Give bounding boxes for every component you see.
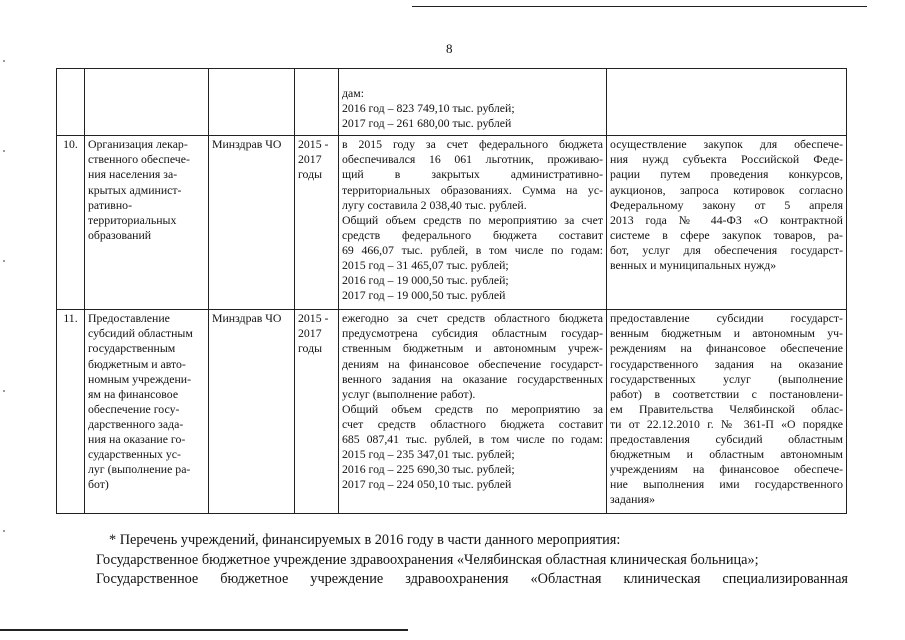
cell-name xyxy=(85,136,209,310)
text-line: ния на оказание го- xyxy=(88,432,186,447)
cell-result xyxy=(607,310,847,514)
cell-funding xyxy=(339,310,607,514)
footnote xyxy=(96,531,848,590)
text-line: Общий объем средств по мероприятию за xyxy=(342,401,603,416)
text-line: в 2015 году за счет федерального бюджета xyxy=(342,137,603,152)
text-line: 2015 год – 235 347,01 тыс. рублей; xyxy=(342,447,515,462)
text-line: венным бюджетным и автономным уч- xyxy=(610,326,843,341)
text-line: щий в закрытых административно- xyxy=(342,167,603,182)
page-number: 8 xyxy=(446,41,453,56)
text-line: 2016 год – 225 690,30 тыс. рублей; xyxy=(342,462,515,477)
table-row-10 xyxy=(57,136,847,310)
text-line: ративно- xyxy=(88,197,133,212)
text-line: дам: xyxy=(342,86,364,100)
cell-period xyxy=(295,310,339,514)
cell-result xyxy=(607,69,847,136)
text-line: 2017 xyxy=(298,326,322,341)
text-line: задания» xyxy=(610,492,656,507)
footnote-line: Государственное бюджетное учреждение здравоохранения «Челябинская областная клиническая больница»; xyxy=(96,551,759,568)
footer-rule xyxy=(0,629,408,631)
text-line: территориальных xyxy=(88,212,177,227)
text-line: государственным xyxy=(88,341,176,356)
text-line: ежегодно за счет средств областного бюджета xyxy=(342,311,603,326)
text-line: ям на финансовое xyxy=(88,386,179,401)
text-line: дениям на финансовое обеспечение государст- xyxy=(342,356,603,371)
text-line: 2015 год – 31 465,07 тыс. рублей; xyxy=(342,258,509,273)
text-line: 685 087,41 тыс. рублей, в том числе по годам: xyxy=(342,432,603,447)
scan-specks xyxy=(3,60,9,560)
cell-period xyxy=(295,136,339,310)
text-line: государственного задания на оказание xyxy=(610,356,843,371)
cell-executor: Минздрав ЧО xyxy=(209,310,295,514)
text-line: 2016 год – 19 000,50 тыс. рублей; xyxy=(342,273,509,288)
text-line: услуг (выполнение работ). xyxy=(342,386,476,401)
text-line: 2017 год – 261 680,00 тыс. рублей xyxy=(342,116,512,131)
text-line: ственного обеспече- xyxy=(88,152,190,167)
text-line: 2017 год – 224 050,10 тыс. рублей xyxy=(342,477,512,492)
text-line: бюджетным и авто- xyxy=(88,356,186,371)
text-line: Предоставление xyxy=(88,311,170,326)
text-line: крытых админист- xyxy=(88,182,182,197)
text-line: ния нужд субъекта Российской Феде- xyxy=(610,152,843,167)
cell-num xyxy=(57,69,85,136)
cell-num: 11. xyxy=(57,310,85,514)
cell-funding xyxy=(339,136,607,310)
cell-num: 10. xyxy=(57,136,85,310)
table-row-11 xyxy=(57,310,847,514)
text-line: 2013 года № 44-ФЗ «О контрактной xyxy=(610,212,843,227)
text-line: ти от 22.12.2010 г. № 361-П «О порядке xyxy=(610,416,843,431)
cell-name xyxy=(85,69,209,136)
footnote-heading: * Перечень учреждений, финансируемых в 2016 году в части данного мероприятия: xyxy=(109,532,621,548)
text-line: венного задания на оказание государственных xyxy=(342,371,603,386)
text-line: луг (выполнение ра- xyxy=(88,462,191,477)
measures-table xyxy=(56,68,847,514)
text-line: годы xyxy=(298,167,323,182)
text-line: 69 466,07 тыс. рублей, в том числе по годам: xyxy=(342,242,603,257)
text-line: ственным бюджетным и автономным учреж- xyxy=(342,341,603,356)
text-line: территориальных образованиях. Сумма на ус- xyxy=(342,182,603,197)
text-line: 2017 xyxy=(298,152,322,167)
table-row-carry-over xyxy=(57,69,847,136)
text-line: 2017 год – 19 000,50 тыс. рублей xyxy=(342,288,506,303)
text-line: Организация лекар- xyxy=(88,137,188,152)
text-line: ние выполнения ими государственного xyxy=(610,477,843,492)
text-line: 2015 - xyxy=(298,137,329,152)
text-line: аукционов, запроса котировок согласно xyxy=(610,182,843,197)
text-line: обеспечение госу- xyxy=(88,401,180,416)
header-rule xyxy=(412,6,867,7)
text-line: номным учреждени- xyxy=(88,371,192,386)
text-line: годы xyxy=(298,341,323,356)
text-line: предоставления субсидий областным xyxy=(610,432,843,447)
text-line: работ) в соответствии с постановлени- xyxy=(610,386,843,401)
text-line: обеспечивался 16 061 льготник, проживаю- xyxy=(342,152,603,167)
text-line: ния населения за- xyxy=(88,167,178,182)
footnote-line: Государственное бюджетное учреждение здравоохранения «Областная клиническая специализированная xyxy=(96,571,848,587)
text-line: бот, услуг для обеспечения государст- xyxy=(610,242,843,257)
text-line: 2015 - xyxy=(298,311,329,326)
cell-result xyxy=(607,136,847,310)
text-line: предусмотрена субсидия областным государ- xyxy=(342,326,603,341)
text-line: счет средств областного бюджета составит xyxy=(342,416,603,431)
text-line: бот) xyxy=(88,477,109,492)
text-line: 2016 год – 823 749,10 тыс. рублей; xyxy=(342,101,515,116)
cell-funding xyxy=(339,69,607,136)
text-line: лугу составила 2 038,40 тыс. рублей. xyxy=(342,197,527,212)
text-line: Федеральному закону от 5 апреля xyxy=(610,197,843,212)
text-line: сударственных ус- xyxy=(88,447,181,462)
text-line: ем Правительства Челябинской облас- xyxy=(610,401,843,416)
text-line: субсидий областным xyxy=(88,326,193,341)
cell-executor xyxy=(209,69,295,136)
text-line: образований xyxy=(88,227,152,242)
text-line: учреждениям на финансовое обеспече- xyxy=(610,462,843,477)
text-line: предоставление субсидии государст- xyxy=(610,311,843,326)
cell-executor: Минздрав ЧО xyxy=(209,136,295,310)
text-line: дарственного зада- xyxy=(88,416,184,431)
text-line: реждениям на финансовое обеспечение xyxy=(610,341,843,356)
cell-period xyxy=(295,69,339,136)
text-line: Общий объем средств по мероприятию за счет xyxy=(342,212,603,227)
cell-name xyxy=(85,310,209,514)
text-line: осуществление закупок для обеспече- xyxy=(610,137,843,152)
text-line: системе в сфере закупок товаров, ра- xyxy=(610,227,843,242)
text-line: средств федерального бюджета составит xyxy=(342,227,603,242)
text-line: бюджетным и областным автономным xyxy=(610,447,843,462)
text-line: венных и муниципальных нужд» xyxy=(610,258,777,273)
text-line: государственных услуг (выполнение xyxy=(610,371,843,386)
text-line: рации путем проведения конкурсов, xyxy=(610,167,843,182)
